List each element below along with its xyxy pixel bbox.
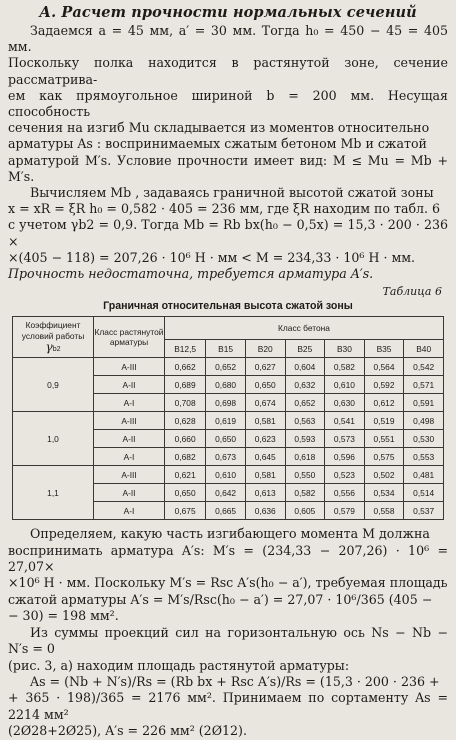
coef-cell: 0,9 [13,358,94,412]
rebar-class-cell: A-II [94,484,165,502]
value-cell: 0,680 [206,376,246,394]
boundary-height-table [12,316,444,520]
value-cell: 0,632 [285,376,325,394]
rebar-class-cell: A-III [94,358,165,376]
value-cell: 0,623 [245,430,285,448]
value-cell: 0,514 [404,484,444,502]
value-cell: 0,628 [165,412,206,430]
rebar-header-line1: Класс растянутой [94,327,164,338]
value-cell: 0,591 [404,394,444,412]
concrete-class-cell: B15 [206,340,246,358]
concrete-class-cell: B12,5 [165,340,206,358]
table-row [13,466,444,484]
value-cell: 0,541 [325,412,365,430]
value-cell: 0,618 [285,448,325,466]
table-row [13,412,444,430]
value-cell: 0,579 [325,502,365,520]
rebar-class-cell: A-II [94,376,165,394]
text-line: As = (Nb + N′s)/Rs = (Rb bx + Rsc A′s)/Rs = (15,3 · 200 · 236 + [30,673,440,689]
value-cell: 0,582 [285,484,325,502]
value-cell: 0,662 [165,358,206,376]
value-cell: 0,610 [325,376,365,394]
rebar-class-header [94,317,165,358]
value-cell: 0,674 [245,394,285,412]
coef-cell: 1,0 [13,412,94,466]
coef-header-line2: условий работы [21,330,85,341]
value-cell: 0,630 [325,394,365,412]
table-row [13,358,444,376]
value-cell: 0,605 [285,502,325,520]
value-cell: 0,542 [404,358,444,376]
paragraph-4 [8,625,448,740]
value-cell: 0,573 [325,430,365,448]
value-cell: 0,582 [325,358,365,376]
rebar-class-cell: A-II [94,430,165,448]
value-cell: 0,627 [245,358,285,376]
text-line: Поскольку полка находится в растянутой зоне, сечение рассматрива- [8,55,448,87]
text-line: воспринимать арматура A′s: M′s = (234,33 − 207,26) · 10⁶ = 27,07× [8,542,448,575]
value-cell: 0,593 [285,430,325,448]
text-line: + 365 · 198)/365 = 2176 мм². Принимаем по сортаменту As = 2214 мм² [8,690,448,722]
text-line: ем как прямоугольное шириной b = 200 мм. Несущая способность [8,87,448,120]
value-cell: 0,575 [364,448,404,466]
value-cell: 0,502 [364,466,404,484]
value-cell: 0,698 [206,394,246,412]
concrete-class-cell: B40 [404,340,444,358]
text-line: − 30) = 198 мм². [8,608,119,624]
value-cell: 0,621 [165,466,206,484]
text-line: (2Ø28+2Ø25), A′s = 226 мм² (2Ø12). [8,723,247,739]
value-cell: 0,645 [245,448,285,466]
rebar-class-cell: A-III [94,412,165,430]
rebar-class-cell: A-I [94,502,165,520]
value-cell: 0,534 [364,484,404,502]
text-line: ×(405 − 118) = 207,26 · 10⁶ Н · мм < M = 234,33 · 10⁶ Н · мм. [8,249,416,265]
value-cell: 0,665 [206,502,246,520]
value-cell: 0,652 [206,358,246,376]
value-cell: 0,553 [404,448,444,466]
value-cell: 0,581 [245,412,285,430]
conclusion: Прочность недостаточна, требуется арматура A′s. [8,266,374,282]
value-cell: 0,619 [206,412,246,430]
value-cell: 0,650 [206,430,246,448]
coef-header [13,317,94,358]
value-cell: 0,556 [325,484,365,502]
value-cell: 0,563 [285,412,325,430]
rebar-class-cell: A-I [94,394,165,412]
value-cell: 0,650 [245,376,285,394]
text-line: (рис. 3, а) находим площадь растянутой арматуры: [8,657,350,673]
concrete-class-header: Класс бетона [165,317,444,340]
value-cell: 0,610 [206,466,246,484]
concrete-class-cell: B25 [285,340,325,358]
value-cell: 0,675 [165,502,206,520]
value-cell: 0,581 [245,466,285,484]
rebar-header-line2: арматуры [109,337,149,348]
coef-header-symbol: γb2 [45,339,61,354]
value-cell: 0,592 [364,376,404,394]
rebar-class-cell: A-I [94,448,165,466]
value-cell: 0,660 [165,430,206,448]
value-cell: 0,498 [404,412,444,430]
paragraph-3 [8,526,448,624]
text-line: ×10⁶ Н · мм. Поскольку M′s = Rsc A′s(h₀ − a′), требуемая площадь [8,575,448,591]
paragraph-1 [8,23,448,185]
section-title: А. Расчет прочности нормальных сечений [39,4,417,21]
value-cell: 0,523 [325,466,365,484]
value-cell: 0,537 [404,502,444,520]
coef-cell: 1,1 [13,466,94,520]
value-cell: 0,519 [364,412,404,430]
text-line: сечения на изгиб Mu складывается из моментов относительно [8,120,430,136]
text-line: Из суммы проекций сил на горизонтальную ось Ns − Nb − N′s = 0 [8,624,448,657]
text-line: x = xR = ξR h₀ = 0,582 · 405 = 236 мм, где ξR находим по табл. 6 [8,201,441,217]
value-cell: 0,481 [404,466,444,484]
rebar-class-cell: A-III [94,466,165,484]
value-cell: 0,650 [165,484,206,502]
value-cell: 0,550 [285,466,325,484]
value-cell: 0,708 [165,394,206,412]
text-line: арматурой M′s. Условие прочности имеет вид: M ≤ Mu = Mb + M′s. [8,152,448,184]
value-cell: 0,612 [364,394,404,412]
concrete-class-cell: B35 [364,340,404,358]
value-cell: 0,673 [206,448,246,466]
text-line: арматуры As : воспринимаемых сжатым бетоном Mb и сжатой [8,136,427,152]
value-cell: 0,558 [364,502,404,520]
value-cell: 0,652 [285,394,325,412]
coef-header-line1: Коэффициент [25,319,81,330]
concrete-class-cell: B20 [245,340,285,358]
value-cell: 0,564 [364,358,404,376]
text-line: Вычисляем Mb , задаваясь граничной высотой сжатой зоны [30,185,434,201]
value-cell: 0,551 [364,430,404,448]
value-cell: 0,642 [206,484,246,502]
value-cell: 0,636 [245,502,285,520]
concrete-class-cell: B30 [325,340,365,358]
value-cell: 0,689 [165,376,206,394]
text-line: Задаемся a = 45 мм, a′ = 30 мм. Тогда h₀ = 450 − 45 = 405 мм. [8,23,448,55]
table-body [13,358,444,520]
value-cell: 0,604 [285,358,325,376]
text-line: с учетом γb2 = 0,9. Тогда Mb = Rb bx(h₀ − 0,5x) = 15,3 · 200 · 236 × [8,217,448,249]
text-line: сжатой арматуры A′s = M′s/Rsc(h₀ − a′) = 27,07 · 10⁶/365 (405 − [8,591,433,607]
value-cell: 0,571 [404,376,444,394]
paragraph-2 [8,185,448,282]
value-cell: 0,613 [245,484,285,502]
table-label: Таблица 6 [382,285,442,299]
table-title: Граничная относительная высота сжатой зоны [103,300,353,313]
text-line: Определяем, какую часть изгибающего момента M должна [30,526,430,542]
value-cell: 0,596 [325,448,365,466]
value-cell: 0,682 [165,448,206,466]
value-cell: 0,530 [404,430,444,448]
